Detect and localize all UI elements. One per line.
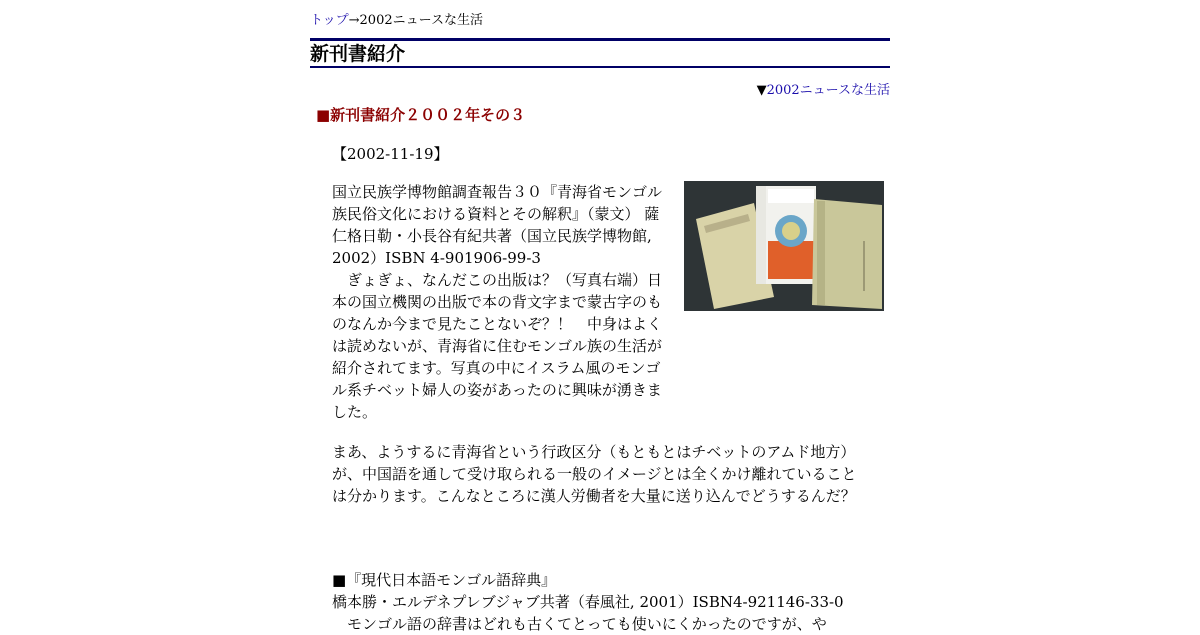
breadcrumb-arrow: → [348,13,360,28]
photo-book-center-title [768,189,814,203]
breadcrumb-home-link[interactable]: トップ [310,13,349,28]
book1-followup: まあ、ようするに青海省という行政区分（もともとはチベットのアムド地方）が、中国語を通して受け取られる一般のイメージとは全くかけ離れていることは分かります。こんなところに漢人労働者を大量に送り込んでどうするんだ？ [332,443,857,505]
book-photo-image [684,181,884,311]
photo-book-right-spine [817,201,825,305]
book2-comment: モンゴル語の辞書はどれも古くてとっても使いにくかったのですが、や [332,615,827,633]
book2-citation: 橋本勝・エルデネプレブジャブ共著（春風社, 2001）ISBN4-921146-33-0 [332,593,844,611]
breadcrumb-current: 2002ニュースな生活 [359,13,483,28]
entry-date: 【2002-11-19】 [332,145,449,163]
page-title: 新刊書紹介 [310,43,406,65]
book-photo [684,181,884,311]
photo-book-center-emblem-inner [782,222,800,240]
book1-comment: ぎょぎょ、なんだこの出版は？（写真右端）日本の国立機関の出版で本の背文字まで蒙古字のものなんか今まで見たことないぞ？！ 中身はよくは読めないが、青海省に住むモンゴル族の生活が紹介されてます。写真の中にイスラム風のモンゴル系チベット婦人の姿があったのに興味が湧きました。 [332,271,663,421]
book1-paragraph [332,181,662,423]
section-nav-link[interactable]: 2002ニュースな生活 [766,83,890,98]
breadcrumb [310,12,483,29]
book1-citation: 国立民族学博物館調査報告３０『青海省モンゴル族民俗文化における資料とその解釈』（蒙文） 薩仁格日勒・小長谷有紀共著（国立民族学博物館, 2002）ISBN 4-901906-99-3 [332,183,663,267]
title-bottom-rule [310,66,890,68]
title-top-rule [310,38,890,41]
section-heading: ■新刊書紹介２００２年その３ [316,106,526,124]
photo-book-center-spine [756,186,766,284]
section-nav [757,82,890,99]
book2-title: ■『現代日本語モンゴル語辞典』 [332,571,557,589]
triangle-down-icon: ▼ [756,83,767,98]
